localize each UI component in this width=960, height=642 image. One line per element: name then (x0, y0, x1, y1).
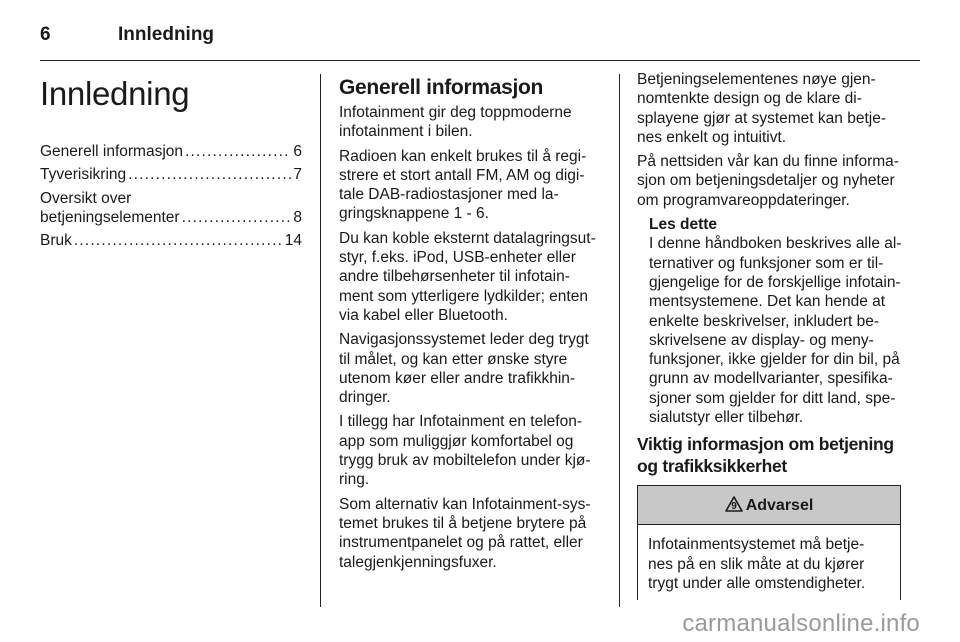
text-line: sjoner som gjelder for ditt land, spe- (649, 389, 896, 407)
text-line: utenom køer eller andre trafikkhin- (339, 369, 576, 387)
note-title: Les dette (649, 216, 718, 234)
text-line: Radioen kan enkelt brukes til å regi- (339, 147, 587, 165)
body-paragraph (339, 103, 604, 142)
toc-entry-generell-informasjon[interactable] (40, 142, 302, 161)
text-line: andre tilbehørsenheter til infotain- (339, 268, 570, 286)
running-title: Innledning (118, 24, 215, 45)
body-paragraph (637, 152, 902, 210)
body-paragraph (339, 330, 604, 407)
column-1 (40, 70, 302, 254)
column-2 (339, 70, 604, 577)
text-line: funksjoner, ikke gjelder for din bil, på (649, 351, 900, 369)
page-number: 6 (40, 24, 51, 45)
toc-entry-bruk[interactable] (40, 231, 302, 250)
text-line: til målet, og kan etter ønske styre (339, 350, 568, 368)
column-divider (619, 74, 620, 607)
text-line: Viktig informasjon om betjening (637, 434, 894, 455)
toc-leader-dots (74, 231, 283, 250)
text-line: ring. (339, 471, 370, 489)
text-line: dringer. (339, 389, 391, 407)
toc-page-number: 14 (284, 232, 302, 250)
text-line: nes enkelt og intuitivt. (637, 128, 787, 146)
body-paragraph (339, 229, 604, 325)
table-of-contents (40, 142, 302, 250)
chapter-title: Innledning (40, 75, 190, 112)
text-line: Infotainmentsystemet må betje- (648, 536, 865, 554)
text-line: nes på en slik måte at du kjører (648, 555, 865, 573)
text-line: temet brukes til å betjene brytere på (339, 514, 587, 532)
body-paragraph (339, 412, 604, 489)
text-line: strere et stort antall FM, AM og digi- (339, 166, 585, 184)
watermark: carmanualsonline.info (682, 610, 920, 637)
column-3-body (637, 70, 902, 210)
column-2-body (339, 103, 604, 572)
text-line: og trafikksikkerhet (637, 456, 787, 477)
header-rule (40, 60, 920, 61)
text-line: talegjenkjenningsfuxer. (339, 553, 497, 571)
text-line: mentsystemene. Det kan hende at (649, 293, 886, 311)
toc-entry-text-line: Oversikt over (40, 189, 132, 207)
toc-leader-dots (128, 165, 291, 184)
warning-header (638, 486, 900, 525)
body-paragraph (339, 495, 604, 572)
text-line: ment som ytterligere lydkilder; enten (339, 287, 588, 305)
text-line: om programvareoppdateringer. (637, 191, 850, 209)
body-paragraph (339, 147, 604, 224)
text-line: I tillegg har Infotainment en telefon- (339, 413, 582, 431)
toc-leader-dots (185, 142, 291, 161)
note-body (649, 234, 902, 427)
text-line: sjon om betjeningsdetaljer og nyheter (637, 172, 895, 190)
text-line: trygt under alle omstendigheter. (648, 574, 866, 592)
note-block (637, 215, 902, 427)
toc-entry-tyverisikring[interactable] (40, 165, 302, 184)
text-line: Du kan koble eksternt datalagringsut- (339, 229, 596, 247)
text-line: I denne håndboken beskrives alle al- (649, 235, 902, 253)
text-line: Infotainment gir deg toppmoderne (339, 104, 572, 121)
section-title: Generell informasjon (339, 76, 544, 99)
column-3 (637, 70, 902, 600)
toc-page-number: 7 (293, 166, 302, 184)
text-line: app som muliggjør komfortabel og (339, 432, 574, 450)
toc-entry-last-line (40, 208, 302, 227)
text-line: sialutstyr eller tilbehør. (649, 409, 804, 427)
text-line: ternativer og funksjoner som er til- (649, 254, 884, 272)
toc-entry-oversikt-over-betjeningselementer[interactable] (40, 189, 302, 228)
section-title (637, 433, 902, 477)
text-line: tale DAB-radiostasjoner med la- (339, 186, 559, 204)
text-line: Betjeningselementenes nøye gjen- (637, 71, 876, 88)
text-line: skrivelsene av display- og meny- (649, 331, 874, 349)
toc-entry-text: betjeningselementer (40, 208, 180, 226)
text-line: På nettsiden vår kan du finne informa- (637, 153, 899, 171)
warning-label: Advarsel (745, 496, 814, 514)
text-line: nomtenkte design og de klare di- (637, 90, 862, 108)
text-line: splayene gjør at systemet kan betje- (637, 109, 886, 127)
toc-entry-text: Bruk (40, 232, 72, 250)
text-line: instrumentpanelet og på rattet, eller (339, 534, 583, 552)
warning-box (637, 485, 901, 600)
text-line: infotainment i bilen. (339, 123, 473, 141)
text-line: styr, f.eks. iPod, USB-enheter eller (339, 249, 576, 267)
body-paragraph (637, 70, 902, 147)
text-line: enkelte beskrivelser, inkludert be- (649, 312, 880, 330)
toc-entry-text: Tyverisikring (40, 166, 127, 184)
warning-icon-symbol: 9 (730, 501, 737, 513)
column-divider (320, 74, 321, 607)
text-line: via kabel eller Bluetooth. (339, 306, 508, 324)
page-header (40, 18, 214, 52)
toc-page-number: 6 (293, 143, 302, 160)
text-line: Som alternativ kan Infotainment-sys- (339, 495, 591, 513)
text-line: trygg bruk av mobiltelefon under kjø- (339, 452, 591, 470)
text-line: gringsknappene 1 - 6. (339, 205, 489, 223)
warning-triangle-icon (725, 496, 743, 512)
text-line: grunn av modellvarianter, spesifika- (649, 370, 893, 388)
text-line: Navigasjonssystemet leder deg trygt (339, 331, 589, 349)
toc-entry-text: Generell informasjon (40, 143, 184, 160)
warning-body (638, 525, 900, 593)
toc-page-number: 8 (293, 208, 302, 226)
toc-leader-dots (182, 208, 292, 227)
text-line: gjengelige for de forskjellige infotain- (649, 273, 901, 291)
